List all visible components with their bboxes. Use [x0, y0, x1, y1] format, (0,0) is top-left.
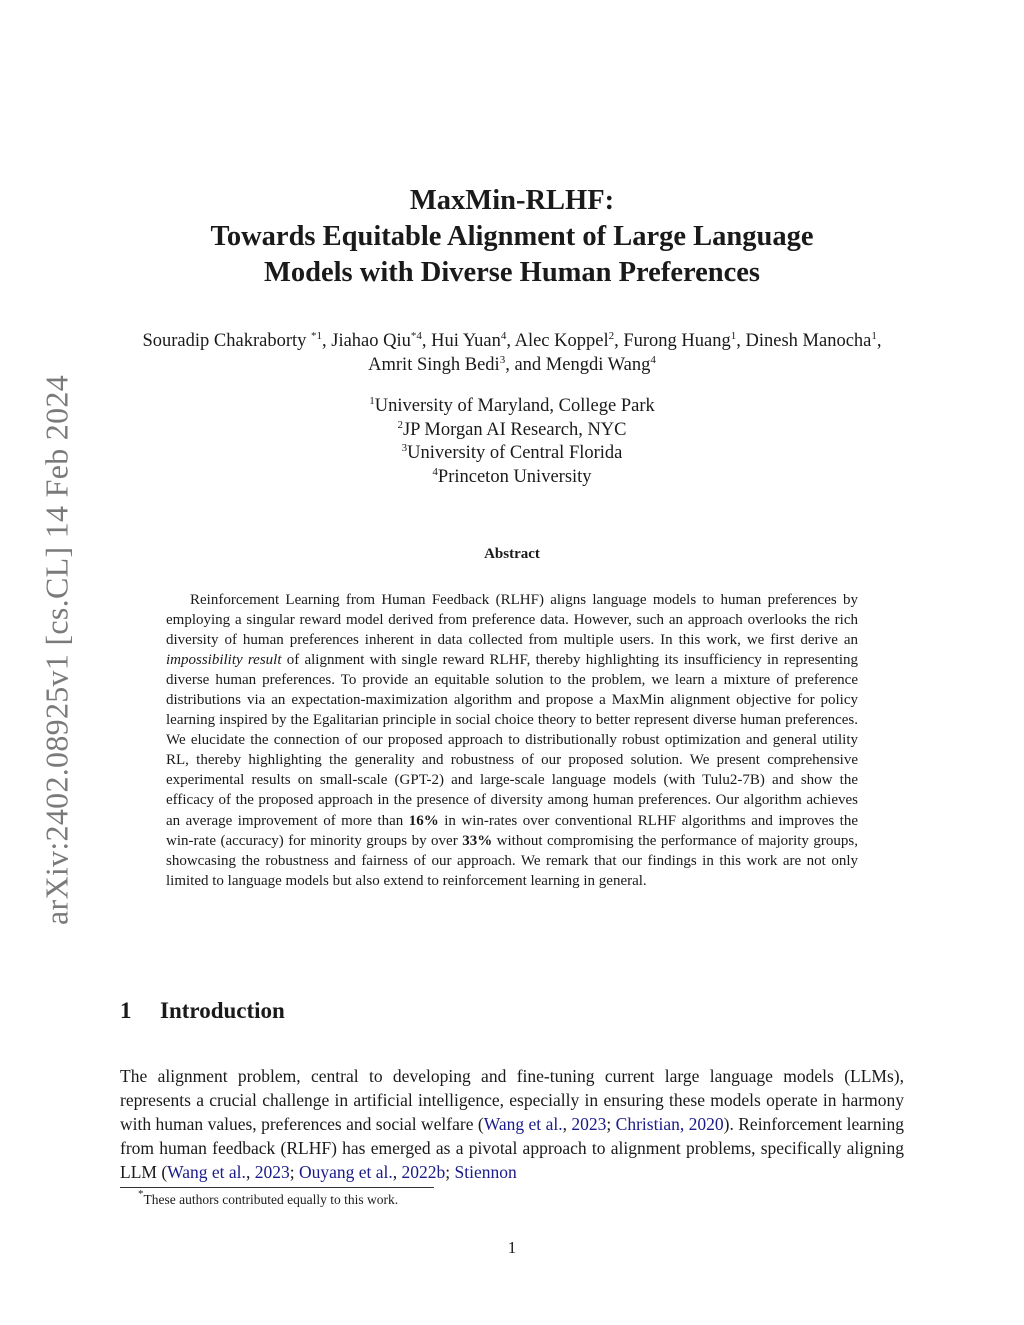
- affiliation-list: [120, 395, 904, 489]
- citation-link[interactable]: 2023: [254, 1162, 290, 1183]
- stat-highlight: 16%: [408, 812, 439, 829]
- citation-link[interactable]: 2022b: [401, 1162, 446, 1183]
- author: Furong Huang$^1$: [623, 330, 737, 351]
- affiliation: $^1$University of Maryland, College Park: [369, 395, 655, 416]
- affiliation: $^3$University of Central Florida: [401, 442, 623, 463]
- section-title: Introduction: [160, 998, 285, 1023]
- emphasis: impossibility result: [166, 652, 282, 669]
- intro-paragraph: The alignment problem, central to developing and fine-tuning current large language models (LLMs), represents a crucial challenge in artificial intelligence, especially in ensuring these models operate in harmony with human values, preferences and social welfare (Wang et al., 2023; Christian, 2020). Reinforcement learning from human feedback (RLHF) has emerged as a pivotal approach to alignment problems, specifically aligning LLM (Wang et al., 2023; Ouyang et al., 2022b; Stiennon: [120, 1066, 904, 1183]
- author: Mengdi Wang$^4$: [545, 354, 656, 375]
- citation-link[interactable]: Wang et al.: [483, 1114, 563, 1135]
- citation-link[interactable]: 2023: [571, 1114, 607, 1135]
- footnote-divider: [120, 1187, 434, 1188]
- citation-link[interactable]: Stiennon: [454, 1162, 517, 1183]
- citation-link[interactable]: Christian,: [615, 1114, 685, 1135]
- author: Dinesh Manocha$^1$: [745, 330, 877, 351]
- citation-link[interactable]: Ouyang et al.: [298, 1162, 393, 1183]
- section-number: 1: [120, 998, 132, 1023]
- footnote: *These authors contributed equally to this work.: [138, 1188, 399, 1207]
- title-line-3: Models with Diverse Human Preferences: [263, 257, 760, 288]
- author: Jiahao Qiu$^{*4}$: [331, 330, 422, 351]
- author: Hui Yuan$^4$: [431, 330, 507, 351]
- citation-link[interactable]: 2020: [688, 1114, 724, 1135]
- section-heading: [120, 998, 285, 1024]
- stat-highlight: 33%: [462, 832, 493, 849]
- author: Amrit Singh Bedi$^3$: [368, 354, 506, 375]
- title-line-2: Towards Equitable Alignment of Large Language: [210, 221, 814, 252]
- abstract-body: Reinforcement Learning from Human Feedback (RLHF) aligns language models to human preferences by employing a singular reward model derived from preference data. However, such an approach overlooks the rich diversity of human preferences inherent in data collected from multiple users. In this work, we first derive an impossibility result of alignment with single reward RLHF, thereby highlighting its insufficiency in representing diverse human preferences. To provide an equitable solution to the problem, we learn a mixture of preference distributions via an expectation-maximization algorithm and propose a MaxMin alignment objective for policy learning inspired by the Egalitarian principle in social choice theory to better represent diverse human preferences. We elucidate the connection of our proposed approach to distributionally robust optimization and general utility RL, thereby highlighting the generality and robustness of our proposed solution. We present comprehensive experimental results on small-scale (GPT-2) and large-scale language models (with Tulu2-7B) and show the efficacy of the proposed approach in the presence of diversity among human preferences. Our algorithm achieves an average improvement of more than 16% in win-rates over conventional RLHF algorithms and improves the win-rate (accuracy) for minority groups by over 33% without compromising the performance of majority groups, showcasing the robustness and fairness of our approach. We remark that our findings in this work are not only limited to language models but also extend to reinforcement learning in general.: [166, 592, 859, 889]
- page-number: 1: [507, 1238, 517, 1257]
- title-line-1: MaxMin-RLHF:: [409, 185, 615, 216]
- citation-link[interactable]: Wang et al.: [167, 1162, 246, 1183]
- author-list: Souradip Chakraborty $^{*1}$, Jiahao Qiu$^{*4}$, Hui Yuan$^4$, Alec Koppel$^2$, Furong Huang$^1$, Dinesh Manocha$^1$, Amrit Singh Bedi$^3$, and Mengdi Wang$^4$: [142, 330, 882, 375]
- paper-title: [120, 183, 904, 291]
- author: Alec Koppel$^2$: [514, 330, 615, 351]
- affiliation: $^2$JP Morgan AI Research, NYC: [397, 418, 627, 440]
- abstract-heading: Abstract: [484, 546, 540, 562]
- arxiv-identifier: arXiv:2402.08925v1 [cs.CL] 14 Feb 2024: [38, 374, 75, 926]
- affiliation: $^4$Princeton University: [432, 465, 592, 487]
- author: Souradip Chakraborty $^{*1}$: [142, 330, 322, 351]
